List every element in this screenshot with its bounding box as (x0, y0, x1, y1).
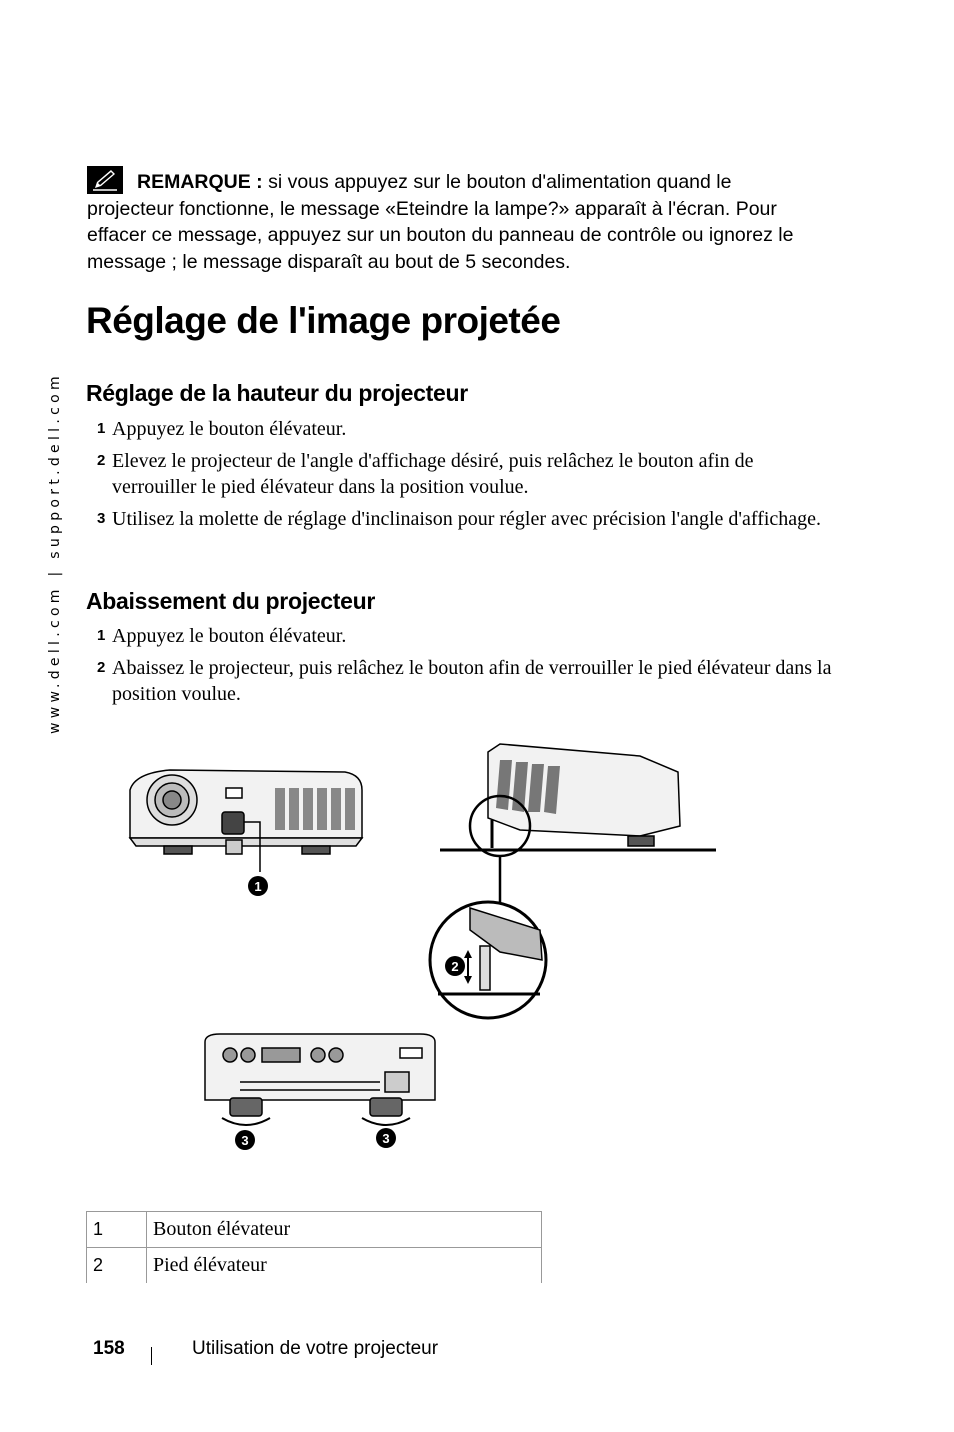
step-text: Utilisez la molette de réglage d'inclinaison pour régler avec précision l'angle d'affichage. (112, 508, 822, 530)
callout-1 (248, 876, 268, 896)
legend-table (86, 1211, 542, 1283)
callout-3-right (376, 1128, 396, 1148)
step-item (97, 506, 837, 532)
step-item (97, 416, 837, 442)
callout-1-label: 1 (254, 879, 262, 894)
step-text: Appuyez le bouton élévateur. (112, 625, 347, 647)
legend-description: Pied élévateur (147, 1248, 542, 1284)
step-text: Elevez le projecteur de l'angle d'affichage désiré, puis relâchez le bouton afin de verrouiller le pied élévateur dans la position voulue. (112, 450, 754, 498)
footer-divider (151, 1347, 152, 1365)
step-item (97, 623, 837, 649)
footer-chapter-title: Utilisation de votre projecteur (192, 1338, 439, 1359)
step-number: 2 (97, 659, 106, 676)
step-text: Abaissez le projecteur, puis relâchez le bouton afin de verrouiller le pied élévateur dans la position voulue. (112, 657, 832, 705)
note-block (87, 166, 807, 275)
sidebar-url (47, 174, 67, 734)
step-item (97, 655, 837, 707)
step-number: 3 (97, 510, 106, 527)
sidebar-url-text: www.dell.com | support.dell.com (47, 372, 63, 734)
section-heading-lower: Abaissement du projecteur (86, 588, 376, 614)
page-title: Réglage de l'image projetée (86, 300, 561, 341)
section-heading-height: Réglage de la hauteur du projecteur (86, 380, 468, 406)
callout-2-label: 2 (451, 959, 459, 974)
legend-number: 2 (87, 1248, 147, 1284)
note-label: REMARQUE : (137, 171, 263, 193)
projector-illustration (120, 738, 720, 1158)
table-row (87, 1248, 542, 1284)
projector-side-view (430, 744, 716, 1018)
step-number: 2 (97, 452, 106, 469)
callout-3-right-label: 3 (382, 1131, 390, 1146)
step-number: 1 (97, 627, 106, 644)
legend-number: 1 (87, 1212, 147, 1248)
callout-2 (445, 956, 465, 976)
projector-rear-view (205, 1034, 435, 1125)
note-text: si vous appuyez sur le bouton d'alimentation quand le projecteur fonctionne, le message «Eteindre la lampe?» apparaît à l'écran. Pour effacer ce message, appuyez sur un bouton du panneau de contrôle ou ignorez le message ; le message disparaît au bout de 5 secondes. (87, 171, 794, 273)
projector-front-view (130, 770, 362, 872)
legend-description: Bouton élévateur (147, 1212, 542, 1248)
callout-3-left-label: 3 (241, 1133, 249, 1148)
step-text: Appuyez le bouton élévateur. (112, 418, 347, 440)
pencil-note-icon (87, 166, 123, 194)
page-number: 158 (93, 1338, 125, 1359)
table-row (87, 1212, 542, 1248)
steps-lower (97, 623, 837, 713)
step-item (97, 448, 837, 500)
step-number: 1 (97, 420, 106, 437)
steps-height (97, 416, 837, 538)
callout-3-left (235, 1130, 255, 1150)
